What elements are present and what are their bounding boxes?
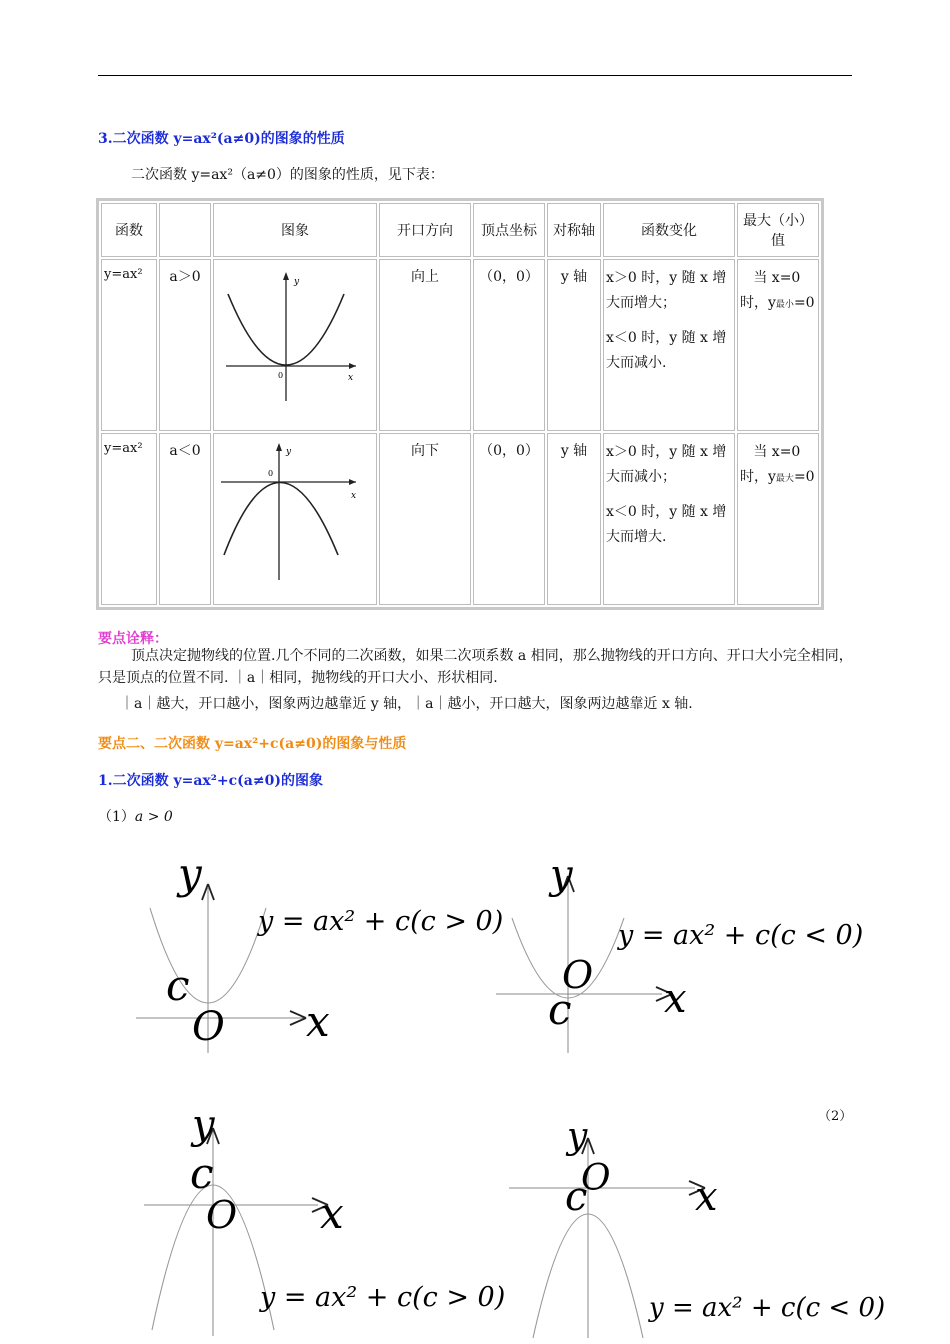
row1-func: y=ax² xyxy=(101,259,157,431)
th-axis: 对称轴 xyxy=(547,203,601,257)
graph-up-c-negative xyxy=(492,848,864,1058)
section-two-subtitle: 1.二次函数 y=ax²+c(a≠0)的图象 xyxy=(98,773,323,789)
graph2-x-label: x xyxy=(351,491,357,501)
row2-change-neg: x＜0 时，y 随 x 增大而增大. xyxy=(606,504,727,545)
row2-direction: 向下 xyxy=(379,433,471,605)
graphA-y-label: y xyxy=(178,849,202,898)
row2-change xyxy=(603,433,735,605)
th-cond xyxy=(159,203,211,257)
graphD-origin-label: O xyxy=(581,1158,611,1199)
graphA-origin-label: O xyxy=(192,1004,225,1050)
case1-condition: a > 0 xyxy=(134,809,173,825)
property-table xyxy=(96,198,824,610)
graph1-origin-label: 0 xyxy=(278,371,284,380)
graph1-x-label: x xyxy=(348,373,354,383)
graph-down-c-negative xyxy=(505,1110,886,1340)
row2-graph xyxy=(213,433,377,605)
graphC-equation: y = ax² + c(c > 0) xyxy=(260,1282,506,1313)
case2-label: （2） xyxy=(818,1109,853,1124)
row1-vertex: （0，0） xyxy=(473,259,545,431)
table-header-row xyxy=(101,203,819,257)
graphD-y-label: y xyxy=(567,1116,588,1157)
parabola-down-graph xyxy=(216,440,366,585)
graphA-equation: y = ax² + c(c > 0) xyxy=(258,906,504,937)
row1-change xyxy=(603,259,735,431)
notes-title: 要点诠释： xyxy=(98,631,168,647)
notes-paragraph-1: 顶点决定抛物线的位置.几个不同的二次函数，如果二次项系数 a 相同，那么抛物线的开口方向、开口大小完全相同，只是顶点的位置不同. ｜a｜相同，抛物线的开口大小、形状相同. xyxy=(98,648,853,686)
th-direction: 开口方向 xyxy=(379,203,471,257)
graphB-c-label: c xyxy=(548,985,572,1034)
th-graph: 图象 xyxy=(213,203,377,257)
graphD-equation: y = ax² + c(c < 0) xyxy=(649,1293,886,1323)
row2-extreme: 当 x=0 时，y最大=0 xyxy=(737,433,819,605)
graph2-origin-label: 0 xyxy=(268,469,274,478)
graphD-c-label: c xyxy=(565,1174,588,1220)
graphB-equation: y = ax² + c(c < 0) xyxy=(618,920,864,951)
row2-vertex: （0，0） xyxy=(473,433,545,605)
graphC-c-label: c xyxy=(190,1149,214,1198)
row2-func: y=ax² xyxy=(101,433,157,605)
header-rule xyxy=(98,75,852,76)
section-two-title: 要点二、二次函数 y=ax²+c(a≠0)的图象与性质 xyxy=(98,736,407,752)
graph1-y-label: y xyxy=(294,277,300,287)
graphA-x-label: x xyxy=(306,997,330,1046)
row2-axis: y 轴 xyxy=(547,433,601,605)
row1-change-pos: x＞0 时，y 随 x 增大而增大； xyxy=(606,270,727,311)
row2-change-pos: x＞0 时，y 随 x 增大而减小； xyxy=(606,444,727,485)
table-row xyxy=(101,433,819,605)
row1-change-neg: x＜0 时，y 随 x 增大而减小. xyxy=(606,330,727,371)
th-vertex: 顶点坐标 xyxy=(473,203,545,257)
graph-down-c-positive xyxy=(140,1100,506,1340)
graphB-y-label: y xyxy=(550,852,573,898)
row1-cond: a＞0 xyxy=(159,259,211,431)
th-func: 函数 xyxy=(101,203,157,257)
notes-paragraph-2: ｜a｜越大，开口越小，图象两边越靠近 y 轴，｜a｜越小，开口越大，图象两边越靠近 x 轴. xyxy=(120,696,693,712)
graph-up-c-positive xyxy=(130,848,504,1058)
row1-direction: 向上 xyxy=(379,259,471,431)
graphB-x-label: x xyxy=(664,976,687,1022)
graphC-y-label: y xyxy=(192,1102,215,1148)
section-intro: 二次函数 y=ax²（a≠0）的图象的性质，见下表： xyxy=(131,167,444,183)
graphA-c-label: c xyxy=(166,961,190,1010)
case1-label: （1）a > 0 xyxy=(98,809,173,825)
th-extreme: 最大（小）值 xyxy=(737,203,819,257)
graphB-origin-label: O xyxy=(562,953,594,997)
graph2-y-label: y xyxy=(286,447,292,457)
th-change: 函数变化 xyxy=(603,203,735,257)
parabola-up-graph xyxy=(216,266,366,406)
graphC-x-label: x xyxy=(320,1189,344,1238)
section-title-3: 3.二次函数 y=ax²(a≠0)的图象的性质 xyxy=(98,131,345,147)
graphC-origin-label: O xyxy=(206,1193,238,1237)
row1-graph xyxy=(213,259,377,431)
graphD-x-label: x xyxy=(695,1174,718,1220)
row1-axis: y 轴 xyxy=(547,259,601,431)
row1-extreme: 当 x=0 时，y最小=0 xyxy=(737,259,819,431)
row2-cond: a＜0 xyxy=(159,433,211,605)
table-row xyxy=(101,259,819,431)
